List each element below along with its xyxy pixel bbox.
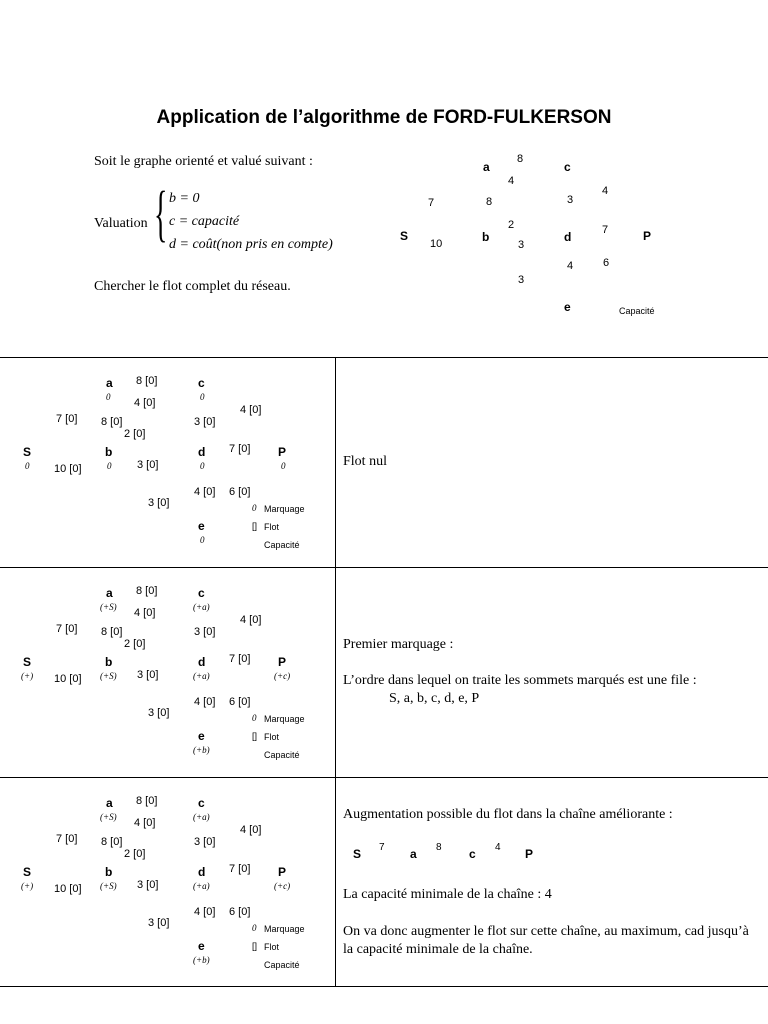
- edge-p6: 6 [0]: [229, 906, 251, 918]
- chain-node-s: S: [353, 847, 362, 861]
- edge-p6: 6: [603, 257, 610, 269]
- node-d: d: [198, 655, 206, 669]
- row3-text-3: On va donc augmenter le flot sur cette chaîne, au maximum, cad jusqu’à la capacité minimale de la chaîne.: [343, 924, 749, 957]
- legend-flot-symbol: []: [252, 521, 258, 531]
- edge-e3: 3 [0]: [148, 707, 170, 719]
- node-e: e: [198, 939, 205, 953]
- edge-d4: 4 [0]: [194, 486, 216, 498]
- node-b: b: [105, 865, 113, 879]
- legend-marquage: Marquage: [264, 714, 305, 724]
- page-title: Application de l’algorithme de FORD-FULKERSON: [156, 107, 612, 128]
- mark-c: 0: [200, 392, 205, 402]
- edge-ab: 4 [0]: [134, 397, 156, 409]
- edge-dp: 7 [0]: [229, 653, 251, 665]
- legend-marquage: Marquage: [264, 504, 305, 514]
- edge-d4: 4 [0]: [194, 906, 216, 918]
- legend-capacite: Capacité: [264, 960, 300, 970]
- edge-sb: 10 [0]: [54, 673, 82, 685]
- edge-cp: 4 [0]: [240, 404, 262, 416]
- chain-weight-1: 7: [379, 842, 385, 853]
- edge-ba: 8 [0]: [101, 836, 123, 848]
- mark-p: 0: [281, 461, 286, 471]
- edge-e3: 3: [518, 274, 525, 286]
- node-p: P: [643, 229, 652, 243]
- edge-p6: 6 [0]: [229, 486, 251, 498]
- node-p: P: [278, 445, 287, 459]
- mark-e: (+b): [193, 745, 210, 755]
- legend-marquage-symbol: 0: [252, 503, 257, 513]
- node-e: e: [198, 729, 205, 743]
- row3-text-1: Augmentation possible du flot dans la chaîne améliorante :: [343, 807, 673, 822]
- edge-b3: 3 [0]: [137, 879, 159, 891]
- node-a: a: [106, 796, 113, 810]
- edge-ba: 8: [486, 196, 493, 208]
- legend-flot-symbol: []: [252, 731, 258, 741]
- row2-text-3: S, a, b, c, d, e, P: [389, 691, 480, 706]
- edge-cd: 3 [0]: [194, 626, 216, 638]
- node-b: b: [105, 445, 113, 459]
- node-s: S: [23, 865, 32, 879]
- node-c: c: [198, 796, 205, 810]
- edge-ab: 4 [0]: [134, 817, 156, 829]
- edge-d4: 4 [0]: [194, 696, 216, 708]
- node-s: S: [400, 229, 409, 243]
- edge-bd: 2 [0]: [124, 638, 146, 650]
- chain-weight-2: 8: [436, 842, 442, 853]
- mark-e: 0: [200, 535, 205, 545]
- node-e: e: [564, 300, 571, 314]
- edge-ac: 8 [0]: [136, 585, 158, 597]
- row3-text-2: La capacité minimale de la chaîne : 4: [343, 887, 552, 902]
- node-e: e: [198, 519, 205, 533]
- mark-d: (+a): [193, 671, 210, 681]
- edge-e3: 3 [0]: [148, 917, 170, 929]
- edge-bd: 2 [0]: [124, 848, 146, 860]
- mark-a: (+S): [100, 602, 117, 612]
- mark-e: (+b): [193, 955, 210, 965]
- edge-dp: 7 [0]: [229, 863, 251, 875]
- edge-ba: 8 [0]: [101, 626, 123, 638]
- mark-s: 0: [25, 461, 30, 471]
- edge-ab: 4: [508, 175, 515, 187]
- edge-sa: 7 [0]: [56, 413, 78, 425]
- edge-cp: 4: [602, 185, 609, 197]
- mark-s: (+): [21, 881, 34, 891]
- edge-e3: 3 [0]: [148, 497, 170, 509]
- edge-ac: 8 [0]: [136, 375, 158, 387]
- edge-cp: 4 [0]: [240, 824, 262, 836]
- node-s: S: [23, 655, 32, 669]
- chain-node-p: P: [525, 847, 534, 861]
- node-s: S: [23, 445, 32, 459]
- node-c: c: [564, 160, 571, 174]
- valuation-b: b = 0: [169, 191, 200, 206]
- edge-d4: 4: [567, 260, 574, 272]
- legend-flot: Flot: [264, 522, 280, 532]
- edge-ac: 8: [517, 153, 524, 165]
- node-d: d: [198, 865, 206, 879]
- valuation-label: Valuation: [94, 216, 148, 231]
- edge-cd: 3: [567, 194, 574, 206]
- chain-node-a: a: [410, 847, 417, 861]
- edge-sa: 7 [0]: [56, 833, 78, 845]
- node-a: a: [106, 586, 113, 600]
- legend-capacite: Capacité: [264, 540, 300, 550]
- chain-weight-3: 4: [495, 842, 501, 853]
- edge-p6: 6 [0]: [229, 696, 251, 708]
- edge-ac: 8 [0]: [136, 795, 158, 807]
- node-a: a: [483, 160, 490, 174]
- legend-marquage-symbol: 0: [252, 923, 257, 933]
- legend-flot-symbol: []: [252, 941, 258, 951]
- mark-s: (+): [21, 671, 34, 681]
- node-a: a: [106, 376, 113, 390]
- capacity-caption: Capacité: [619, 306, 655, 316]
- mark-b: (+S): [100, 671, 117, 681]
- edge-sa: 7 [0]: [56, 623, 78, 635]
- edge-dp: 7 [0]: [229, 443, 251, 455]
- graph-panel-1: [0, 357, 335, 567]
- table-column-divider: [335, 357, 336, 987]
- edge-sa: 7: [428, 197, 435, 209]
- edge-cd: 3 [0]: [194, 836, 216, 848]
- mark-d: 0: [200, 461, 205, 471]
- legend-flot: Flot: [264, 942, 280, 952]
- edge-ba: 8 [0]: [101, 416, 123, 428]
- node-p: P: [278, 865, 287, 879]
- graph-panel-2: [0, 567, 335, 777]
- edge-sb: 10 [0]: [54, 883, 82, 895]
- row2-text-1: Premier marquage :: [343, 637, 454, 652]
- edge-b3: 3 [0]: [137, 459, 159, 471]
- chain-node-c: c: [469, 847, 476, 861]
- mark-d: (+a): [193, 881, 210, 891]
- node-b: b: [105, 655, 113, 669]
- mark-b: 0: [107, 461, 112, 471]
- mark-b: (+S): [100, 881, 117, 891]
- mark-p: (+c): [274, 881, 291, 891]
- edge-cp: 4 [0]: [240, 614, 262, 626]
- node-c: c: [198, 586, 205, 600]
- task-text: Chercher le flot complet du réseau.: [94, 279, 291, 294]
- legend-flot: Flot: [264, 732, 280, 742]
- edge-sb: 10 [0]: [54, 463, 82, 475]
- mark-c: (+a): [193, 602, 210, 612]
- legend-marquage-symbol: 0: [252, 713, 257, 723]
- edge-cd: 3 [0]: [194, 416, 216, 428]
- legend-capacite: Capacité: [264, 750, 300, 760]
- valuation-brace: {: [154, 180, 168, 248]
- row1-text: Flot nul: [343, 454, 387, 469]
- edge-dp: 7: [602, 224, 609, 236]
- valuation-d: d = coût(non pris en compte): [169, 237, 333, 252]
- node-d: d: [564, 230, 572, 244]
- valuation-c: c = capacité: [169, 214, 240, 229]
- edge-bd: 2 [0]: [124, 428, 146, 440]
- node-b: b: [482, 230, 490, 244]
- mark-a: (+S): [100, 812, 117, 822]
- row2-text-2: L’ordre dans lequel on traite les sommets marqués est une file :: [343, 673, 697, 688]
- edge-bd: 2: [508, 219, 515, 231]
- node-d: d: [198, 445, 206, 459]
- mark-a: 0: [106, 392, 111, 402]
- edge-ab: 4 [0]: [134, 607, 156, 619]
- node-c: c: [198, 376, 205, 390]
- graph-panel-3: [0, 777, 335, 987]
- legend-marquage: Marquage: [264, 924, 305, 934]
- edge-b3: 3 [0]: [137, 669, 159, 681]
- edge-sb: 10: [430, 238, 443, 250]
- mark-p: (+c): [274, 671, 291, 681]
- intro-line: Soit le graphe orienté et valué suivant :: [94, 154, 313, 169]
- edge-b3: 3: [518, 239, 525, 251]
- mark-c: (+a): [193, 812, 210, 822]
- node-p: P: [278, 655, 287, 669]
